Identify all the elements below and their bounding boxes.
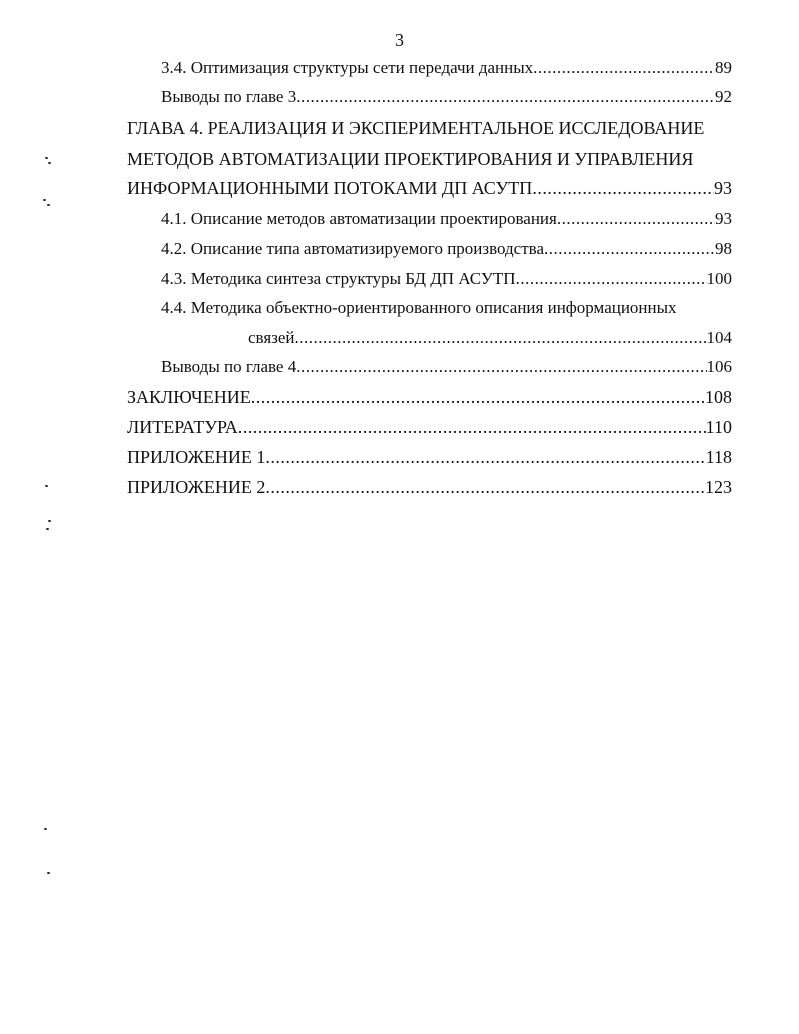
toc-entry-3-4	[161, 57, 732, 79]
toc-entry-conclusions-ch3	[161, 86, 732, 108]
toc-entry-page: 123	[705, 477, 732, 497]
toc-entry-appendix-2	[127, 476, 732, 498]
toc-entry-conclusions-ch4	[161, 356, 732, 378]
toc-entry-title: ИНФОРМАЦИОННЫМИ ПОТОКАМИ ДП АСУТП	[127, 178, 533, 198]
toc-entry-title: 4.3. Методика синтеза структуры БД ДП АСУТП	[161, 269, 516, 288]
toc-entry-title: Выводы по главе 3	[161, 87, 297, 106]
toc-entry-4-2	[161, 238, 732, 260]
toc-entry-page: 92	[715, 87, 732, 106]
toc-entry-4-4-line-1: 4.4. Методика объектно-ориентированного описания информационных	[161, 298, 677, 317]
dot-leader	[295, 327, 707, 349]
toc-entry-page: 100	[706, 269, 732, 288]
toc-entry-conclusion	[127, 386, 732, 408]
scan-speck	[47, 872, 50, 874]
toc-entry-appendix-1	[127, 446, 732, 468]
toc-entry-title: ЗАКЛЮЧЕНИЕ	[127, 387, 251, 407]
toc-entry-4-4-line-2	[248, 327, 732, 349]
scan-speck	[46, 528, 49, 530]
toc-entry-title: ПРИЛОЖЕНИЕ 1	[127, 447, 266, 467]
scan-speck	[45, 485, 48, 487]
toc-entry-page: 118	[705, 447, 732, 467]
scan-speck	[48, 162, 51, 164]
toc-chapter-4-line-2: МЕТОДОВ АВТОМАТИЗАЦИИ ПРОЕКТИРОВАНИЯ И УПРАВЛЕНИЯ	[127, 149, 694, 169]
dot-leader	[296, 86, 715, 108]
dot-leader	[238, 416, 706, 438]
page-number: 3	[395, 30, 404, 50]
dot-leader	[296, 356, 706, 378]
toc-entry-literature	[127, 416, 732, 438]
toc-entry-title: связей	[248, 328, 295, 347]
toc-entry-title: ЛИТЕРАТУРА	[127, 417, 238, 437]
toc-entry-title: ПРИЛОЖЕНИЕ 2	[127, 477, 266, 497]
toc-entry-page: 89	[715, 58, 732, 77]
toc-entry-page: 104	[706, 328, 732, 347]
toc-entry-title: 4.2. Описание типа автоматизируемого производства	[161, 239, 545, 258]
scan-speck	[48, 520, 51, 522]
toc-entry-page: 93	[715, 209, 732, 228]
scan-speck	[47, 204, 50, 206]
scan-speck	[43, 199, 46, 201]
dot-leader	[532, 177, 714, 199]
scan-speck	[45, 157, 48, 159]
dot-leader	[251, 386, 705, 408]
toc-entry-page: 106	[706, 357, 732, 376]
toc-entry-title: 3.4. Оптимизация структуры сети передачи данных	[161, 58, 534, 77]
dot-leader	[265, 446, 705, 468]
dot-leader	[533, 57, 715, 79]
toc-entry-title: 4.1. Описание методов автоматизации проектирования	[161, 209, 557, 228]
toc-entry-title: Выводы по главе 4	[161, 357, 297, 376]
scan-speck	[44, 828, 47, 830]
dot-leader	[557, 208, 715, 230]
toc-entry-4-1	[161, 208, 732, 230]
dot-leader	[516, 268, 707, 290]
toc-entry-page: 98	[715, 239, 732, 258]
toc-chapter-4-line-3	[127, 177, 732, 199]
dot-leader	[265, 476, 705, 498]
toc-entry-4-3	[161, 268, 732, 290]
toc-entry-page: 110	[705, 417, 732, 437]
toc-entry-page: 93	[714, 178, 732, 198]
toc-chapter-4-line-1: ГЛАВА 4. РЕАЛИЗАЦИЯ И ЭКСПЕРИМЕНТАЛЬНОЕ ИССЛЕДОВАНИЕ	[127, 118, 705, 138]
toc-entry-page: 108	[705, 387, 732, 407]
dot-leader	[544, 238, 715, 260]
